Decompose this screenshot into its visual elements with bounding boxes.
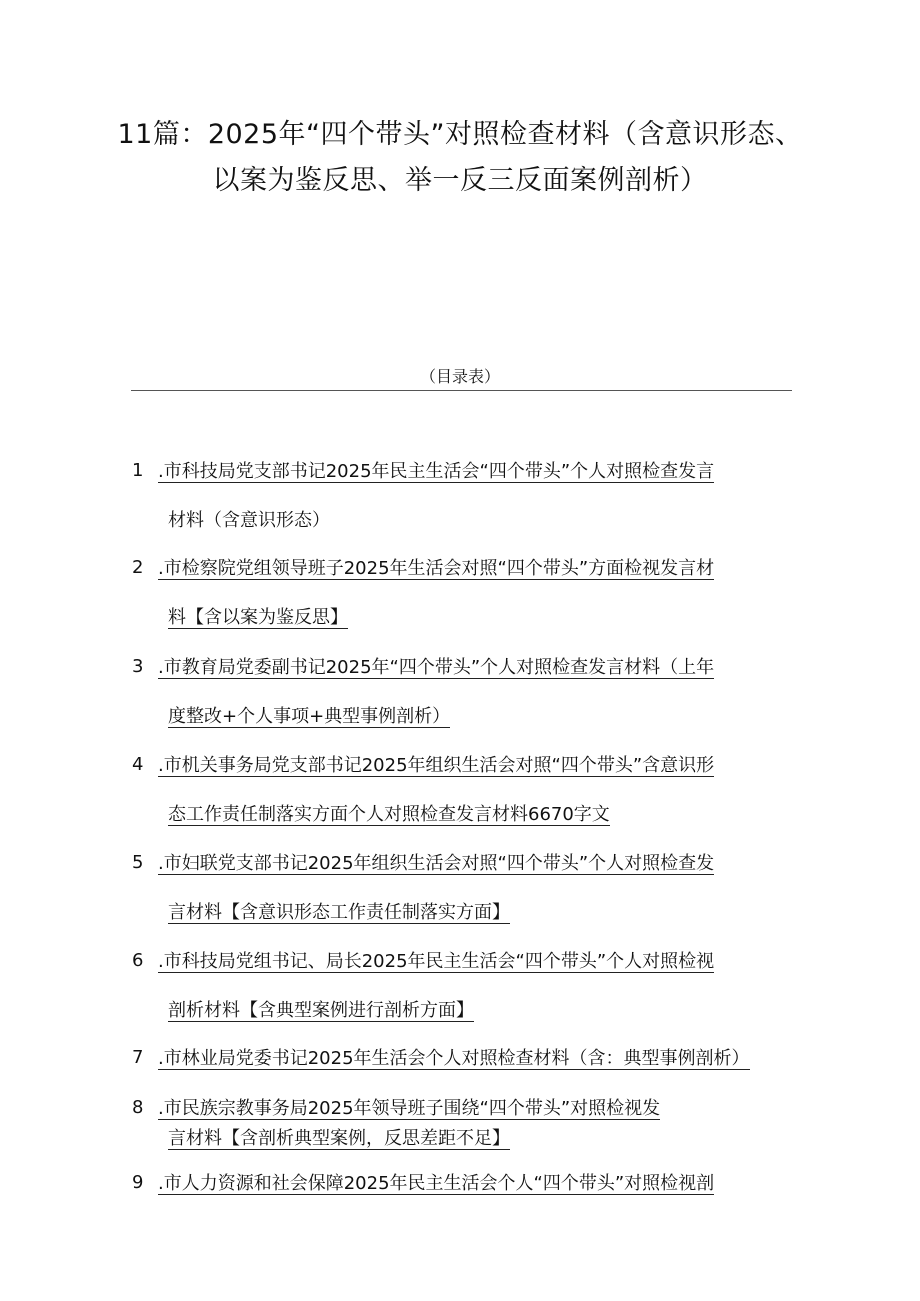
toc-link-8[interactable] — [158, 1097, 798, 1151]
toc-item-number: 8 — [132, 1097, 144, 1118]
toc-item-number: 9 — [132, 1172, 144, 1193]
toc-link-line1: .市科技局党支部书记2025年民主生活会“四个带头”个人对照检查发言 — [158, 461, 715, 482]
toc-link-9[interactable] — [158, 1172, 798, 1196]
toc-link-line1: .市民族宗教事务局2025年领导班子围绕“四个带头”对照检视发 — [158, 1098, 661, 1119]
toc-link-line1: .市林业局党委书记2025年生活会个人对照检查材料（含：典型事例剖析） — [158, 1048, 750, 1069]
toc-item-number: 2 — [132, 557, 144, 578]
toc-link-line2: 言材料【含意识形态工作责任制落实方面】 — [168, 902, 510, 923]
toc-item-number: 4 — [132, 754, 144, 775]
toc-link-4[interactable] — [158, 754, 798, 827]
toc-link-line2: 度整改+个人事项+典型事例剖析） — [168, 706, 451, 727]
toc-link-1[interactable] — [158, 460, 798, 533]
toc-link-line1: .市机关事务局党支部书记2025年组织生活会对照“四个带头”含意识形 — [158, 755, 715, 776]
toc-link-line1: .市妇联党支部书记2025年组织生活会对照“四个带头”个人对照检查发 — [158, 853, 715, 874]
toc-link-5[interactable] — [158, 852, 798, 925]
toc-item-number: 7 — [132, 1047, 144, 1068]
toc-link-line2: 剖析材料【含典型案例进行剖析方面】 — [168, 1000, 474, 1021]
toc-link-line2: 料【含以案为鉴反思】 — [168, 607, 348, 628]
toc-link-line1: .市检察院党组领导班子2025年生活会对照“四个带头”方面检视发言材 — [158, 558, 715, 579]
toc-link-line2: 材料（含意识形态） — [168, 510, 330, 531]
toc-link-line1: .市科技局党组书记、局长2025年民主生活会“四个带头”个人对照检视 — [158, 951, 715, 972]
toc-link-3[interactable] — [158, 656, 798, 729]
toc-item-number: 3 — [132, 656, 144, 677]
toc-item-number: 1 — [132, 460, 144, 481]
toc-item-number: 6 — [132, 950, 144, 971]
document-title: 11篇：2025年“四个带头”对照检查材料（含意识形态、以案为鉴反思、举一反三反面案例剖析） — [117, 119, 803, 196]
toc-link-line1: .市人力资源和社会保障2025年民主生活会个人“四个带头”对照检视剖 — [158, 1173, 715, 1194]
toc-link-line2: 言材料【含剖析典型案例，反思差距不足】 — [168, 1128, 510, 1149]
toc-link-2[interactable] — [158, 557, 798, 630]
toc-link-7[interactable] — [158, 1047, 798, 1071]
toc-heading: （目录表） — [419, 367, 500, 386]
toc-link-6[interactable] — [158, 950, 798, 1023]
toc-divider — [131, 390, 792, 391]
toc-link-line2: 态工作责任制落实方面个人对照检查发言材料6670字文 — [168, 804, 610, 825]
toc-item-number: 5 — [132, 852, 144, 873]
toc-link-line1: .市教育局党委副书记2025年“四个带头”个人对照检查发言材料（上年 — [158, 657, 715, 678]
